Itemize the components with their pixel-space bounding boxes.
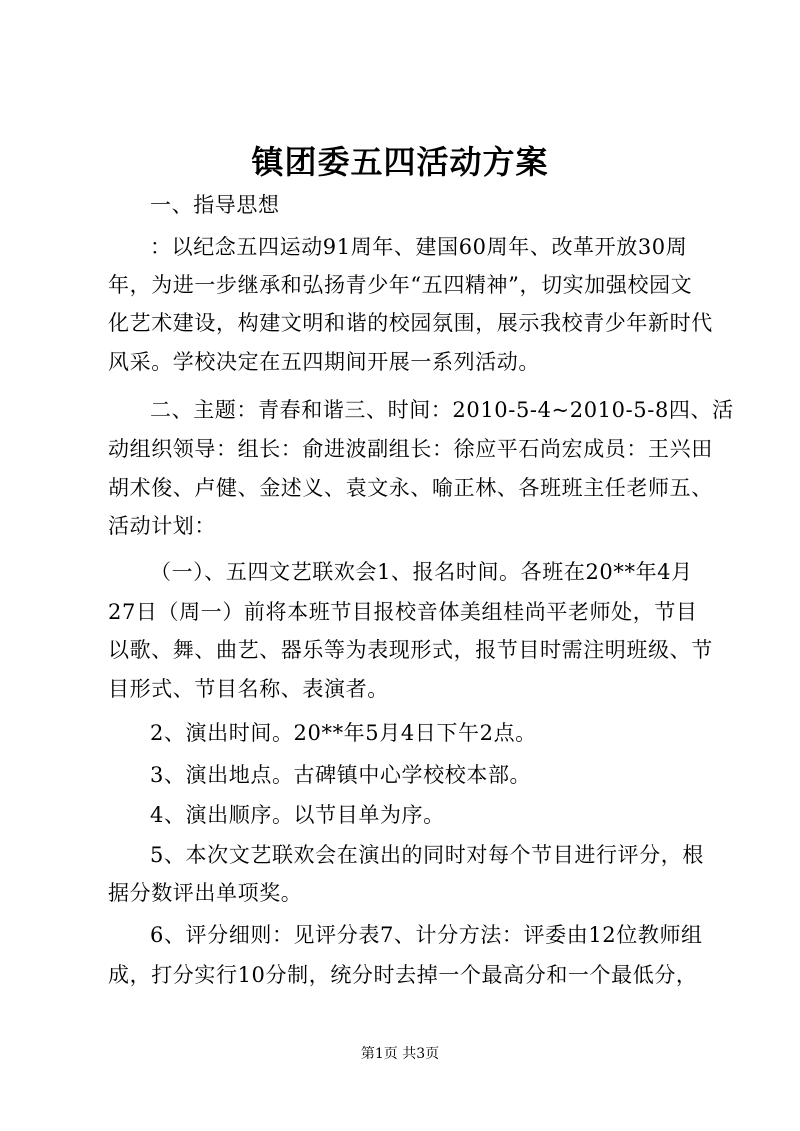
document-title: 镇团委五四活动方案 [251, 143, 549, 181]
paragraph-line: 胡术俊、卢健、金述义、袁文永、喻正林、各班班主任老师五、 [108, 476, 713, 500]
paragraph-line: 以歌、舞、曲艺、器乐等为表现形式，报节目时需注明班级、节 [108, 638, 713, 662]
paragraph-line: 据分数评出单项奖。 [108, 881, 303, 905]
paragraph-line: 目形式、节目名称、表演者。 [108, 677, 389, 701]
paragraph-line: 化艺术建设，构建文明和谐的校园氛围，展示我校青少年新时代 [108, 311, 713, 335]
paragraph-line: 3、演出地点。古碑镇中心学校校本部。 [150, 763, 532, 787]
paragraph-line: （一）、五四文艺联欢会1、报名时间。各班在20**年4月 [150, 560, 693, 584]
paragraph-line: ：以纪念五四运动91周年、建国60周年、改革开放30周 [150, 235, 688, 259]
paragraph-line: 活动计划： [108, 514, 216, 538]
paragraph-line: 4、演出顺序。以节目单为序。 [150, 803, 445, 827]
paragraph-line: 2、演出时间。20**年5月4日下午2点。 [150, 721, 537, 745]
paragraph-line: 风采。学校决定在五四期间开展一系列活动。 [108, 350, 540, 374]
page-number-footer: 第1页 共3页 [360, 1046, 440, 1062]
paragraph-line: 5、本次文艺联欢会在演出的同时对每个节目进行评分，根 [150, 843, 704, 867]
paragraph-line: 27日（周一）前将本班节目报校音体美组桂尚平老师处，节目 [108, 600, 698, 624]
section-heading-guiding-thought: 一、指导思想 [150, 193, 280, 217]
paragraph-line: 二、主题：青春和谐三、时间：2010-5-4~2010-5-8四、活 [150, 398, 734, 422]
paragraph-line: 成，打分实行10分制，统分时去掉一个最高分和一个最低分， [108, 963, 698, 987]
paragraph-line: 6、评分细则：见评分表7、计分方法：评委由12位教师组 [150, 923, 703, 947]
paragraph-line: 年，为进一步继承和弘扬青少年“五四精神”，切实加强校园文 [108, 273, 693, 297]
paragraph-line: 动组织领导：组长：俞进波副组长：徐应平石尚宏成员：王兴田 [108, 437, 713, 461]
